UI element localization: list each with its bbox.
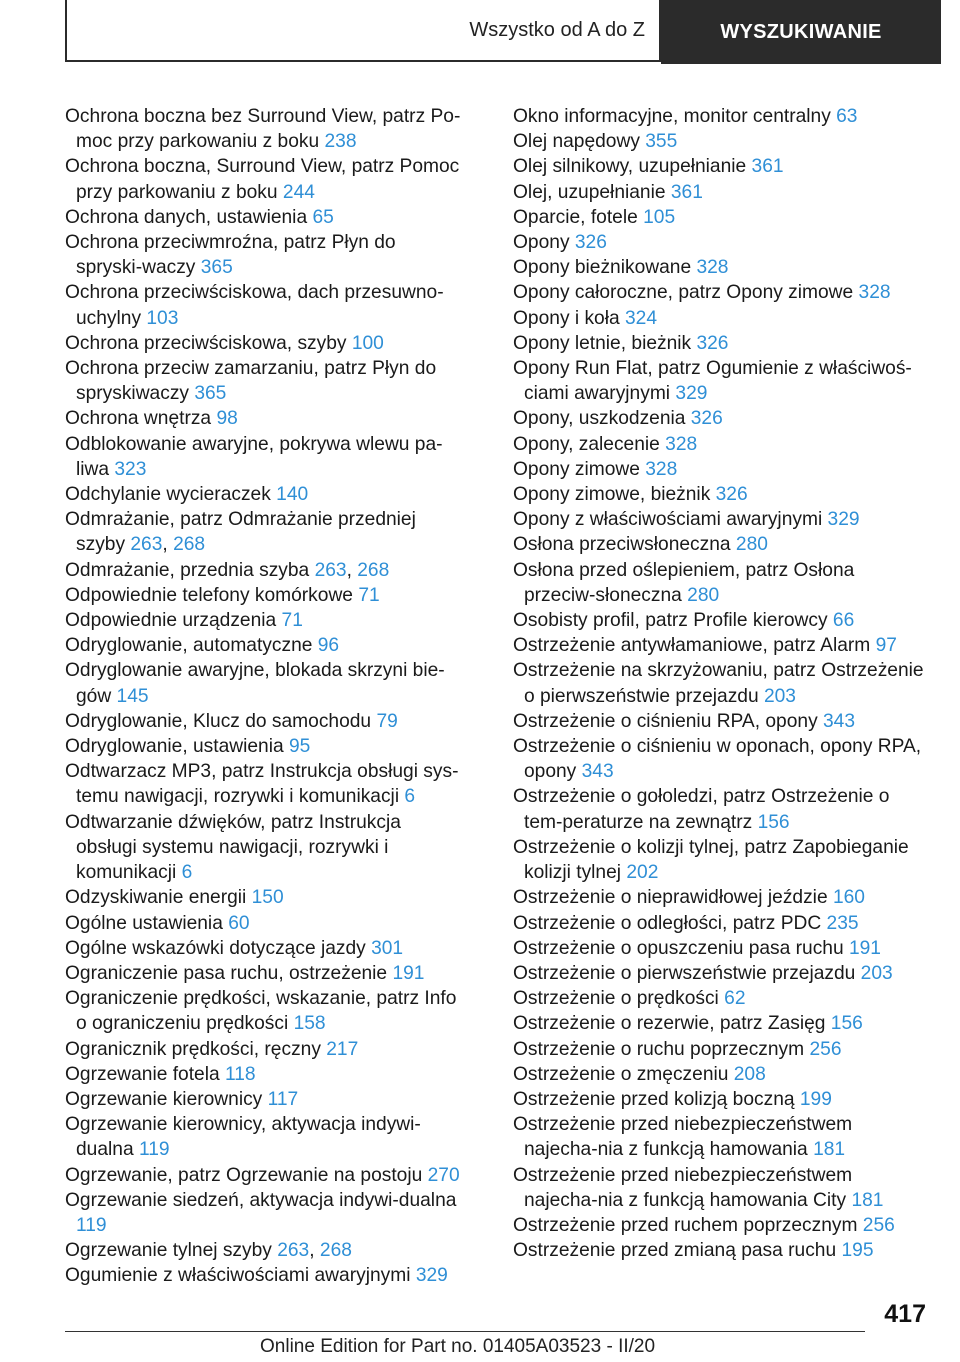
index-entry xyxy=(65,1188,465,1238)
index-entry-text: Ostrzeżenie o zmęczeniu xyxy=(513,1063,734,1085)
page-reference-link[interactable]: 156 xyxy=(830,1013,863,1035)
index-entry xyxy=(65,961,465,986)
index-entry xyxy=(513,835,931,885)
index-entry: Ogrzewanie tylnej szyby 263, 268 xyxy=(65,1240,352,1262)
index-entry xyxy=(65,406,465,431)
section-title: Wszystko od A do Z xyxy=(469,18,645,41)
page-reference-link[interactable]: 343 xyxy=(581,761,614,783)
index-entry xyxy=(513,306,931,331)
index-entry xyxy=(513,457,931,482)
index-entry-text: Ochrona boczna, Surround View, patrz Pomoc przy parkowaniu z boku xyxy=(65,156,460,203)
index-entry-text: Opony Run Flat, patrz Ogumienie z właściwoś-ciami awaryjnymi xyxy=(513,358,912,405)
page-reference-link[interactable]: 365 xyxy=(200,257,233,279)
index-entry xyxy=(65,356,465,406)
index-entry-text: Ostrzeżenie o kolizji tylnej, patrz Zapobieganie kolizji tylnej xyxy=(513,836,909,884)
index-entry xyxy=(513,558,931,608)
page-reference-link[interactable]: 202 xyxy=(626,862,659,884)
index-entry-text: Ogrzewanie fotela xyxy=(65,1063,225,1085)
index-entry xyxy=(513,936,931,961)
page-reference-link[interactable]: 280 xyxy=(687,584,720,606)
page-reference-link[interactable]: 365 xyxy=(194,383,227,405)
page-reference-link[interactable]: 256 xyxy=(862,1214,895,1236)
page-reference-link[interactable]: 156 xyxy=(757,811,790,833)
index-entry: Odmrażanie, patrz Odmrażanie przedniej szyby 263, 268 xyxy=(65,509,416,556)
index-entry-text: Odtwarzanie dźwięków, patrz Instrukcja obsługi systemu nawigacji, rozrywki i komunikacji xyxy=(65,811,401,884)
index-entry-text: Odpowiednie urządzenia xyxy=(65,610,282,632)
page-reference-link[interactable]: 158 xyxy=(293,1013,326,1035)
section-tab[interactable] xyxy=(65,0,661,62)
index-entry-text: Ogrzewanie kierownicy, aktywacja indywi-dualna xyxy=(65,1114,421,1161)
index-entry xyxy=(65,432,465,482)
index-entry xyxy=(65,1037,465,1062)
index-entry-text: Ostrzeżenie o opuszczeniu pasa ruchu xyxy=(513,937,849,959)
index-entry-text: Ostrzeżenie na skrzyżowaniu, patrz Ostrzeżenie o pierwszeństwie przejazdu xyxy=(513,660,924,707)
page-reference-link[interactable]: 217 xyxy=(326,1038,359,1060)
index-entry-text: Odzyskiwanie energii xyxy=(65,887,252,909)
index-entry-text: Ogumienie z właściwościami awaryjnymi xyxy=(65,1265,416,1287)
page-reference-link[interactable]: 263 xyxy=(130,534,163,556)
page-reference-link[interactable]: 268 xyxy=(173,534,206,556)
index-entry xyxy=(65,734,465,759)
index-entry xyxy=(65,104,465,154)
index-entry-text: Osłona przed oślepieniem, patrz Osłona przeciw-słoneczna xyxy=(513,559,855,606)
index-entry xyxy=(513,784,931,834)
index-entry xyxy=(513,1011,931,1036)
page-reference-link[interactable]: 191 xyxy=(392,962,425,984)
index-entry xyxy=(65,709,465,734)
index-entry xyxy=(513,961,931,986)
page-number: 417 xyxy=(884,1300,926,1328)
page-reference-link[interactable]: 95 xyxy=(288,736,311,758)
index-entry-text: Ostrzeżenie przed kolizją boczną xyxy=(513,1088,800,1110)
page-reference-link[interactable]: 140 xyxy=(276,484,309,506)
index-entry-text: Okno informacyjne, monitor centralny xyxy=(513,106,837,127)
page-reference-link[interactable]: 238 xyxy=(324,131,357,153)
page-reference-link[interactable]: 270 xyxy=(427,1164,460,1186)
index-entry-text: Ochrona danych, ustawienia xyxy=(65,206,313,228)
page-reference-link[interactable]: 268 xyxy=(319,1240,352,1262)
index-entry xyxy=(65,230,465,280)
page-reference-link[interactable]: 244 xyxy=(282,181,315,203)
page-reference-link[interactable]: 145 xyxy=(116,685,149,707)
index-entry-text: Ostrzeżenie antywłamaniowe, patrz Alarm xyxy=(513,635,876,657)
page-reference-link[interactable]: 268 xyxy=(357,559,390,581)
page-reference-link[interactable]: 328 xyxy=(665,433,698,455)
index-entry xyxy=(513,658,931,708)
page-reference-link[interactable]: 328 xyxy=(858,282,891,304)
page-reference-link[interactable]: 71 xyxy=(358,584,380,606)
index-entry xyxy=(513,507,931,532)
page-reference-link[interactable]: 150 xyxy=(251,887,284,909)
index-entry xyxy=(513,356,931,406)
index-entry xyxy=(65,986,465,1036)
footer-edition-text: Online Edition for Part no. 01405A03523 - II/20 xyxy=(260,1336,656,1357)
page-reference-link[interactable]: 62 xyxy=(724,988,746,1010)
index-entry xyxy=(513,532,931,557)
page-reference-link[interactable]: 199 xyxy=(799,1088,832,1110)
page-reference-link[interactable]: 328 xyxy=(645,458,678,480)
index-entry-text: Ogrzewanie kierownicy xyxy=(65,1088,268,1110)
index-entry xyxy=(65,280,465,330)
index-entry xyxy=(65,1062,465,1087)
index-entry xyxy=(65,154,465,204)
page-reference-link[interactable]: 361 xyxy=(751,156,784,178)
page-reference-link[interactable]: 105 xyxy=(643,206,676,228)
page-reference-link[interactable]: 195 xyxy=(841,1240,874,1262)
index-entry xyxy=(513,482,931,507)
index-entry-text: Ostrzeżenie o rezerwie, patrz Zasięg xyxy=(513,1013,831,1035)
page-reference-link[interactable]: 326 xyxy=(574,232,607,254)
index-entry xyxy=(65,633,465,658)
page-reference-link[interactable]: 203 xyxy=(763,685,796,707)
page-reference-link[interactable]: 323 xyxy=(114,458,147,480)
index-entry-text: Ogólne ustawienia xyxy=(65,912,229,934)
index-column-right xyxy=(513,104,931,1263)
page-reference-link[interactable]: 63 xyxy=(836,106,858,127)
page-header xyxy=(65,0,941,64)
page-reference-link[interactable]: 117 xyxy=(267,1088,299,1110)
page-reference-link[interactable]: 71 xyxy=(281,610,303,632)
page-reference-link[interactable]: 280 xyxy=(735,534,768,556)
index-entry xyxy=(513,1037,931,1062)
index-entry-text: Ostrzeżenie przed niebezpieczeństwem najecha-nia z funkcją hamowania City xyxy=(513,1164,853,1211)
index-entry xyxy=(513,608,931,633)
index-entry-text: Ostrzeżenie przed zmianą pasa ruchu xyxy=(513,1240,842,1262)
search-tab[interactable] xyxy=(661,0,941,64)
index-entry xyxy=(65,1112,465,1162)
index-entry xyxy=(513,1213,931,1238)
page-reference-link[interactable]: 355 xyxy=(645,131,678,153)
index-entry-text: Ostrzeżenie o prędkości xyxy=(513,988,725,1010)
index-entry-text: Opony z właściwościami awaryjnymi xyxy=(513,509,828,531)
index-entry-text: Ostrzeżenie o odległości, patrz PDC xyxy=(513,912,827,934)
index-entry xyxy=(513,709,931,734)
page-reference-link[interactable]: 6 xyxy=(404,786,416,808)
page-reference-link[interactable]: 324 xyxy=(625,307,658,329)
index-entry-text: Ochrona przeciwmroźna, patrz Płyn do spryski-waczy xyxy=(65,232,396,279)
index-entry xyxy=(513,255,931,280)
index-entry-text: Opony, zalecenie xyxy=(513,433,666,455)
index-entry-text: Odryglowanie, ustawienia xyxy=(65,736,289,758)
index-entry-text: Olej napędowy xyxy=(513,131,646,153)
index-entry xyxy=(513,230,931,255)
index-entry-text: Odryglowanie, automatyczne xyxy=(65,635,318,657)
page-reference-link[interactable]: 66 xyxy=(832,610,855,632)
index-entry xyxy=(65,759,465,809)
page-reference-link[interactable]: 203 xyxy=(860,962,893,984)
page-reference-link[interactable]: 343 xyxy=(823,710,856,732)
index-entry-text: Ochrona przeciwściskowa, szyby xyxy=(65,332,352,354)
index-entry xyxy=(513,104,931,129)
index-entry-text: Opony i koła xyxy=(513,307,625,329)
page-reference-link[interactable]: 6 xyxy=(181,862,193,884)
index-entry-text: Ogrzewanie tylnej szyby xyxy=(65,1240,278,1262)
index-entry xyxy=(65,205,465,230)
index-entry-text: Odpowiednie telefony komórkowe xyxy=(65,584,359,606)
index-entry xyxy=(65,810,465,886)
page-reference-link[interactable]: 329 xyxy=(675,383,708,405)
index-entry xyxy=(513,1087,931,1112)
page-reference-link[interactable]: 263 xyxy=(314,559,347,581)
index-entry-text: Odryglowanie, Klucz do samochodu xyxy=(65,710,377,732)
index-entry-text: Ogranicznik prędkości, ręczny xyxy=(65,1038,327,1060)
index-entry xyxy=(65,885,465,910)
index-entry xyxy=(513,331,931,356)
page-reference-link[interactable]: 191 xyxy=(848,937,881,959)
page-reference-link[interactable]: 96 xyxy=(317,635,340,657)
page-reference-link[interactable]: 329 xyxy=(827,509,860,531)
index-entry-text: Ochrona wnętrza xyxy=(65,408,217,430)
index-entry xyxy=(513,180,931,205)
index-entry-text: Odmrażanie, patrz Odmrażanie przedniej szyby xyxy=(65,509,416,556)
index-entry-text: Ostrzeżenie przed niebezpieczeństwem najecha-nia z funkcją hamowania xyxy=(513,1114,853,1161)
index-entry-text: Opony letnie, bieżnik xyxy=(513,332,697,354)
index-entry-text: Ostrzeżenie przed ruchem poprzecznym xyxy=(513,1214,863,1236)
footer-divider xyxy=(65,1331,865,1332)
page-reference-link[interactable]: 60 xyxy=(228,912,250,934)
index-entry-text: Opony bieżnikowane xyxy=(513,257,697,279)
page-reference-link[interactable]: 98 xyxy=(216,408,238,430)
index-entry-text: Ostrzeżenie o nieprawidłowej jeździe xyxy=(513,887,833,909)
index-entry-text: Oparcie, fotele xyxy=(513,206,644,228)
page-reference-link[interactable]: 326 xyxy=(696,332,729,354)
index-entry-text: Ochrona przeciw zamarzaniu, patrz Płyn do spryskiwaczy xyxy=(65,358,437,405)
index-entry xyxy=(513,280,931,305)
index-entry xyxy=(513,154,931,179)
index-entry xyxy=(513,1112,931,1162)
index-entry-text: Ograniczenie prędkości, wskazanie, patrz Info o ograniczeniu prędkości xyxy=(65,988,457,1035)
index-entry-text: Ostrzeżenie o ruchu poprzecznym xyxy=(513,1038,810,1060)
index-entry xyxy=(65,658,465,708)
page-reference-link[interactable]: 181 xyxy=(851,1189,884,1211)
index-entry-text: Odblokowanie awaryjne, pokrywa wlewu pa-liwa xyxy=(65,433,443,480)
page-reference-link[interactable]: 328 xyxy=(696,257,729,279)
index-entry xyxy=(65,936,465,961)
index-entry xyxy=(65,1263,465,1288)
page-reference-link[interactable]: 326 xyxy=(715,484,748,506)
page-reference-link[interactable]: 208 xyxy=(733,1063,766,1085)
index-entry-text: Opony zimowe, bieżnik xyxy=(513,484,716,506)
page-reference-link[interactable]: 65 xyxy=(312,206,334,228)
index-entry xyxy=(513,911,931,936)
index-entry xyxy=(65,331,465,356)
index-entry xyxy=(513,432,931,457)
index-entry-text: Olej silnikowy, uzupełnianie xyxy=(513,156,752,178)
index-entry xyxy=(513,1062,931,1087)
index-entry-text: Ostrzeżenie o ciśnieniu RPA, opony xyxy=(513,710,823,732)
page-reference-link[interactable]: 326 xyxy=(690,408,723,430)
index-entry xyxy=(513,1238,931,1263)
index-entry-text: Odmrażanie, przednia szyba xyxy=(65,559,315,581)
index-entry-text: Opony zimowe xyxy=(513,458,646,480)
index-entry xyxy=(513,986,931,1011)
page-reference-link[interactable]: 361 xyxy=(670,181,703,203)
index-column-left xyxy=(65,104,465,1289)
page-reference-link[interactable]: 301 xyxy=(371,937,404,959)
index-entry xyxy=(513,633,931,658)
index-entry xyxy=(65,608,465,633)
index-entry-text: Ostrzeżenie o pierwszeństwie przejazdu xyxy=(513,962,861,984)
index-entry-text: Opony całoroczne, patrz Opony zimowe xyxy=(513,282,859,304)
page-reference-link[interactable]: 118 xyxy=(224,1063,256,1085)
index-entry-text: Olej, uzupełnianie xyxy=(513,181,671,203)
index-entry-text: Ogrzewanie, patrz Ogrzewanie na postoju xyxy=(65,1164,428,1186)
page-reference-link[interactable]: 263 xyxy=(277,1240,310,1262)
index-entry xyxy=(65,583,465,608)
index-entry-text: Ostrzeżenie o ciśnieniu w oponach, opony RPA, opony xyxy=(513,736,922,783)
index-entry-text: Osłona przeciwsłoneczna xyxy=(513,534,736,556)
index-entry xyxy=(513,406,931,431)
index-entry-text: Ochrona boczna bez Surround View, patrz Po-moc przy parkowaniu z boku xyxy=(65,106,461,153)
page-reference-link[interactable]: 119 xyxy=(138,1139,170,1161)
index-entry xyxy=(513,885,931,910)
page-reference-link[interactable]: 256 xyxy=(809,1038,842,1060)
page-reference-link[interactable]: 181 xyxy=(813,1139,846,1161)
index-entry xyxy=(65,1163,465,1188)
page-reference-link[interactable]: 329 xyxy=(415,1265,448,1287)
page-reference-link[interactable]: 160 xyxy=(832,887,865,909)
index-entry xyxy=(513,1163,931,1213)
page-reference-link[interactable]: 119 xyxy=(76,1214,107,1236)
search-tab-label: WYSZUKIWANIE xyxy=(720,20,882,43)
page-reference-link[interactable]: 103 xyxy=(146,307,179,329)
index-entry-text: Ostrzeżenie o gołoledzi, patrz Ostrzeżenie o tem-peraturze na zewnątrz xyxy=(513,786,890,833)
index-entry xyxy=(65,482,465,507)
index-entry xyxy=(513,205,931,230)
page-reference-link[interactable]: 100 xyxy=(351,332,384,354)
index-entry xyxy=(513,129,931,154)
index-entry-text: Ochrona przeciwściskowa, dach przesuwno-uchylny xyxy=(65,282,444,329)
index-entry xyxy=(513,734,931,784)
index-entry-text: Odchylanie wycieraczek xyxy=(65,484,277,506)
index-entry-text: Ograniczenie pasa ruchu, ostrzeżenie xyxy=(65,962,393,984)
index-entry-text: Osobisty profil, patrz Profile kierowcy xyxy=(513,610,833,632)
page-reference-link[interactable]: 79 xyxy=(376,710,398,732)
index-entry-text: Ogólne wskazówki dotyczące jazdy xyxy=(65,937,372,959)
index-entry xyxy=(65,1087,465,1112)
index-entry-text: Odryglowanie awaryjne, blokada skrzyni bie-gów xyxy=(65,660,445,707)
index-entry-text: Ogrzewanie siedzeń, aktywacja indywi-dualna xyxy=(65,1189,457,1211)
index-entry-text: Opony xyxy=(513,232,575,254)
index-entry: Odmrażanie, przednia szyba 263, 268 xyxy=(65,559,390,581)
index-entry-text: Odtwarzacz MP3, patrz Instrukcja obsługi sys-temu nawigacji, rozrywki i komunikacji xyxy=(65,761,459,808)
index-entry-text: Opony, uszkodzenia xyxy=(513,408,691,430)
page-reference-link[interactable]: 97 xyxy=(875,635,897,657)
page-reference-link[interactable]: 235 xyxy=(826,912,859,934)
index-entry xyxy=(65,911,465,936)
